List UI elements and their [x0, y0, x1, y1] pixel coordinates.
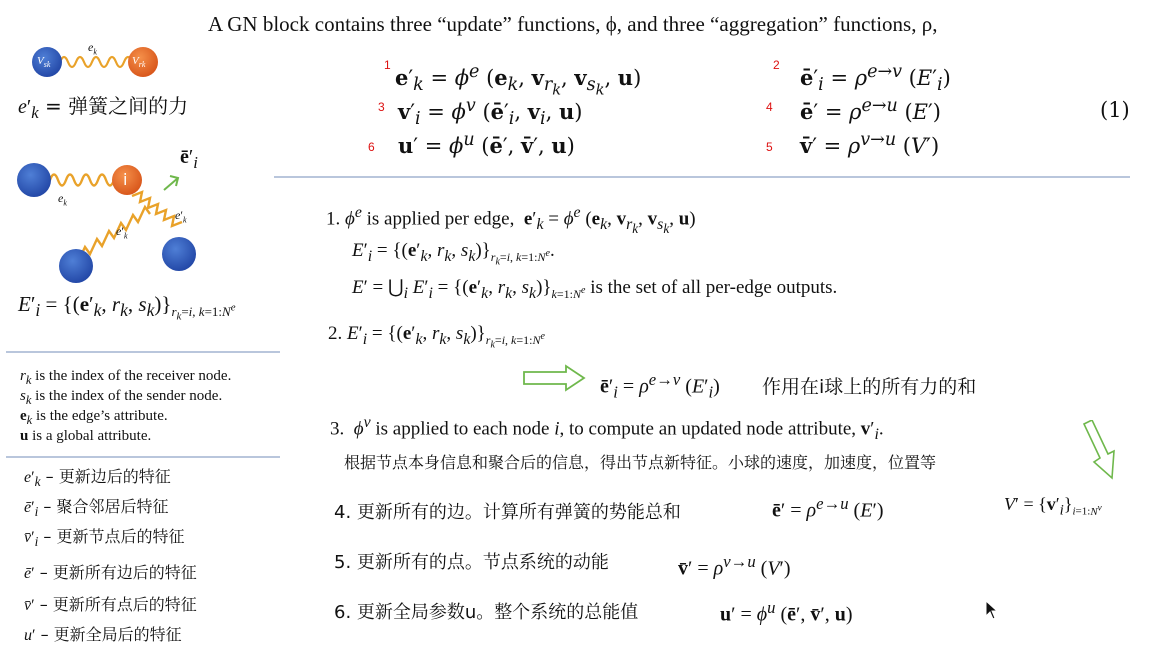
def-ek: $e_k$ is the edge’s attribute. — [20, 408, 168, 427]
eq-number-6: 6 — [368, 140, 375, 154]
spring-diagonal — [78, 207, 150, 262]
ei-bar-label: $ē'_i$ — [180, 146, 198, 172]
eq-phi-e: $e'_k = \phi^e$ ($e_k$, $v_{r_k}$, $v_{s_k}$, u) — [395, 62, 642, 99]
eq-number-1: 1 — [384, 58, 391, 72]
step-6-cn: 6. 更新全局参数u。整个系统的总能值 — [334, 602, 639, 623]
V-set-definition: $V' = \{v'_i\}_{i=1:N^v}$ — [1004, 494, 1102, 519]
legend-item: v̄′ – 更新所有点后的特征 — [24, 595, 197, 614]
step-5-cn: 5. 更新所有的点。节点系统的动能 — [334, 552, 609, 573]
Ei-set-definition: $E'_i = \{(e'_k$, $r_k$, $s_k)\}_{r_k=i, k=1:N^e}$ — [18, 292, 236, 323]
eq-rho-eu: ē′ = $\rho^{e\to u}$ (E′) — [800, 96, 941, 124]
def-sk: $s_k$ is the index of the sender node. — [20, 388, 223, 407]
step-1-E: $E' = ⋃_i$ $E'_i = \{(e'_k$, $r_k$, $s_k)\}_{k=1:N^e}$ is the set of all per-edge outputs. — [352, 277, 838, 302]
eq-phi-u: $u' = \phi^u$ (ē′, v̄′, u) — [398, 130, 575, 158]
ek-small-label: $e_k$ — [88, 40, 97, 57]
step-6-phi: $u' = \phi^u$ (ē′, v̄′, u) — [720, 598, 853, 626]
eq-number-2: 2 — [773, 58, 780, 72]
legend-item: $e'_k$ – 更新边后的特征 — [24, 467, 171, 490]
def-u: u is a global attribute. — [20, 428, 152, 444]
step-3: 3. $\phi^v$ is applied to each node i, to compute an updated node attribute, $v'_i$. — [330, 414, 884, 444]
step-2-rho: $ē'_i = \rho^{e\to v}$ $(E'_i)$ — [600, 370, 720, 402]
step-2: 2. $E'_i = \{(e'_k$, $r_k$, $s_k)\}_{r_k=i, k=1:N^e}$ — [328, 323, 545, 351]
eq-rho-vu: v̄′ = $\rho^{v\to u}$ (V′) — [800, 130, 940, 158]
step-4-rho: ē′ = $\rho^{e\to u}$ (E′) — [772, 494, 884, 522]
legend-item: $v̄'_i$ – 更新节点后的特征 — [24, 527, 185, 550]
neighbor-node-bottom — [59, 249, 93, 283]
def-rk: $r_k$ is the index of the receiver node. — [20, 368, 232, 387]
legend-item: $ē'_i$ – 聚合邻居后特征 — [24, 497, 169, 520]
aggregate-arrow-icon — [164, 176, 178, 190]
step-5-rho: v̄′ = $\rho^{v\to u}$ (V′) — [678, 552, 791, 580]
eq-number-4: 4 — [766, 100, 773, 114]
step-1-Ei: $E'_i = \{(e'_k$, $r_k$, $s_k)\}_{r_k=i, k=1:N^e}$. — [352, 240, 555, 268]
step-2-cn: 作用在i球上的所有力的和 — [762, 376, 977, 398]
eq-number-label: (1) — [1100, 98, 1130, 122]
eq-phi-v: $v'_i = \phi^v$ ($ē'_i$, $v_i$, u) — [398, 96, 583, 130]
step-3-cn: 根据节点本身信息和聚合后的信息，得出节点新特征。小球的速度，加速度，位置等 — [344, 453, 937, 472]
spring-diagram — [0, 0, 270, 300]
node-i-label: i — [123, 170, 128, 189]
divider-left-2 — [6, 456, 280, 458]
ek-meaning: $e'_k$ = 弹簧之间的力 — [18, 94, 189, 122]
eq-number-3: 3 — [378, 100, 385, 114]
ek-label-diag: $e'_k$ — [116, 224, 128, 241]
mouse-cursor-icon — [985, 600, 999, 620]
vsk-label: $V_{sk}$ — [37, 55, 51, 70]
vrk-label: $V_{rk}$ — [132, 55, 146, 70]
legend-item: u′ – 更新全局后的特征 — [24, 625, 182, 644]
eq-rho-ev: $ē'_i = \rho^{e\to v}$ $(E'_i)$ — [800, 62, 951, 96]
neighbor-node-right — [162, 237, 196, 271]
eq-number-5: 5 — [766, 140, 773, 154]
arrow-right-icon — [522, 364, 586, 392]
neighbor-node-left — [17, 163, 51, 197]
legend-item: ē′ – 更新所有边后的特征 — [24, 563, 197, 582]
intro-text: A GN block contains three “update” functions, ϕ, and three “aggregation” functions, ρ, — [208, 12, 938, 36]
arrow-down-icon — [1080, 420, 1120, 482]
divider-left-1 — [6, 351, 280, 353]
step-1-note: is the set of all per-edge outputs. — [590, 277, 838, 298]
ek-label-right: $e'_k$ — [175, 208, 187, 225]
ek-label-left: $e_k$ — [58, 191, 67, 208]
step-4-cn: 4. 更新所有的边。计算所有弹簧的势能总和 — [334, 502, 681, 523]
step-1: 1. $\phi^e$ is applied per edge, $e'_k = \phi^e$ ($e_k$, $v_{r_k}$, $v_{s_k}$, u) — [326, 204, 696, 237]
divider-top — [274, 176, 1130, 178]
